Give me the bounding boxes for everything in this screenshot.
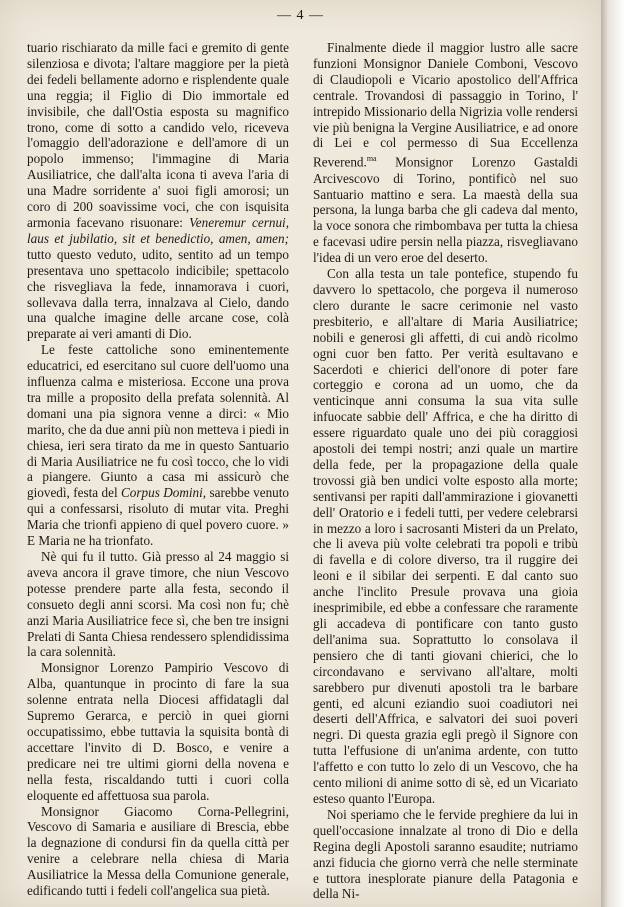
left-paragraph-1	[27, 40, 289, 342]
right-paragraph-1-text-a: Finalmente diede il maggior lustro alle sacre funzioni Monsignor Daniele Comboni, Vescovo di Claudiopoli e Vicario apostolico dell'Affrica centrale. Trovandosi di passaggio in Torino, l' intrepido Missionario della Nigrizia volle rendersi vie più benigna la Vergine Ausiliatrice, e ad onore di Lei e col permesso di Sua Eccellenza Reverend.	[313, 40, 578, 170]
left-paragraph-3: Nè qui fu il tutto. Già presso al 24 maggio si aveva ancora il grave timore, che niun Vescovo potesse prendere parte alla festa, secondo il consueto degli anni scorsi. Ma così non fu; chè anzi Maria Ausiliatrice fece sì, che ben tre insigni Prelati di Santa Chiesa rendessero splendidissima la cara solennità.	[27, 549, 289, 660]
left-column	[27, 40, 289, 899]
left-paragraph-2-text-b: sarebbe venuto qui a confessarsi, risoluto di mutar vita. Preghi Maria che trionfi appieno di quel povero cuore. » E Maria ne ha trionfato.	[27, 485, 290, 549]
page-edge-shadow	[601, 0, 624, 907]
left-paragraph-4: Monsignor Lorenzo Pampirio Vescovo di Alba, quantunque in procinto di fare la sua solenne entrata nella Diocesi affidatagli dal Supremo Gerarca, e perciò in quei giorni occupatissimo, ebbe tuttavia la squisita bontà di accettare l'invito di D. Bosco, e venire a predicare nei tre ultimi giorni della novena e nella festa, riscaldando tutti i cuori colla eloquente ed affettuosa sua parola.	[27, 660, 289, 803]
right-paragraph-1-superscript: ma	[366, 154, 377, 164]
left-paragraph-2-text-a: Le feste cattoliche sono eminentemente educatrici, ed esercitano sul cuore dell'uomo una influenza calma e misteriosa. Eccone una prova tra mille a proposito della prefata solennità. Al domani una pia signora venne a dirci: « Mio marito, che da due anni più non metteva i piedi in chiesa, ieri sera tirato da me in questo Santuario di Maria Ausiliatrice ne fu così tocco, che lo vidi a piangere. Giunto a casa mi assicurò che giovedì, festa del	[27, 342, 289, 501]
right-paragraph-1	[313, 40, 578, 266]
left-paragraph-2	[27, 342, 289, 549]
left-paragraph-5: Monsignor Giacomo Corna-Pellegrini, Vescovo di Samaria e ausiliare di Brescia, ebbe la degnazione di condursi fin da quella città per venire a celebrare nella chiesa di Maria Ausiliatrice la Messa della Comunione generale, edificando tutti i fedeli coll'angelica sua pietà.	[27, 803, 289, 899]
left-paragraph-1-text-a: tuario rischiarato da mille faci e gremito di gente silenziosa e divota; l'altare maggiore per la pietà dei fedeli bellamente adorno e risplendente quale una reggia; il Figlio di Dio immortale ed invisibile, che dall'Ostia esposta su magnifico trono, come di sotto a candido velo, riceveva l'omaggio dell'adorazione e dell'amore di un popolo immenso; l'immagine di Maria Ausiliatrice, che dall'alta icona ti aveva l'aria di una Madre sorridente a' suoi figli amorosi; un coro di 200 soavissime voci, che con isquisita armonia facevano risuonare:	[27, 40, 289, 230]
left-paragraph-2-feast-name: Corpus Domini,	[121, 485, 207, 501]
right-paragraph-3: Noi speriamo che le fervide preghiere da lui in quell'occasione innalzate al trono di Dio e della Regina degli Apostoli saranno esaudite; nutriamo anzi fiducia che giorno verrà che nelle sterminate e tuttora inesplorate pianure della Patagonia e della Ni-	[313, 806, 578, 902]
left-paragraph-1-latin-hymn: Veneremur cernui, laus et jubilatio, sit et benedictio, amen, amen;	[27, 214, 290, 246]
left-paragraph-1-text-b: tutto questo veduto, udito, sentito ad un tempo presentava uno spettacolo indicibile; spettacolo che risvegliava la fede, innamorava i cuori, sollevava dalla terra, innalzava al Cielo, dando una qualche imagine delle arcane cose, colà preparate ai veri amanti di Dio.	[27, 246, 289, 342]
right-paragraph-2: Con alla testa un tale pontefice, stupendo fu davvero lo spettacolo, che porgeva il numeroso clero durante le sacre cerimonie nel vasto presbiterio, e all'altare di Maria Ausiliatrice; nobili e generosi gli affetti, di cui andò ricolmo ogni cuor ben fatto. Per verità esultavano e Sacerdoti e chierici dell'onore di poter fare corteggio e corona ad un uomo, che da venticinque anni consuma la sua vita sulle infuocate sabbie dell' Affrica, e che ha diritto di essere riguardato quale uno dei più coraggiosi apostoli dei tempi nostri; anzi quale un martire della fede, per la propagazione della quale trovossi già ben undici volte esposto alla morte; sentivansi per rapiti dall'ammirazione i giovanetti dell' Oratorio e i fedeli tutti, per vedere celebrarsi in mezzo a loro i sacrosanti Misteri da un Prelato, che li aveva più volte celebrati tra popoli e tribù di favella e di colore diverso, tra il ruggire dei leoni e il sibilar dei serpenti. E dal canto suo anche l'inclito Presule provava una gioia inesprimibile, ed ebbe a confessare che raramente gli accadeva di pontificare con tanto gusto dell'anima sua. Soprattutto lo consolava il pensiero che di tanti giovani chierici, che lo circondavano e servivano all'altare, molti sarebbero pur divenuti apostoli tra le barbare genti, ed alcuni eziandio suoi coadiutori nei deserti dell'Affrica, e salvatori dei suoi poveri negri. Di questa grazia egli pregò il Signore con tutta l'effusione di un'anima ardente, con tutto l'affetto e con tutto lo zelo di un Vescovo, che ha cento milioni di anime sotto di sè, ed un Vicariato esteso quanto l'Europa.	[313, 266, 578, 806]
right-column	[313, 40, 578, 902]
right-paragraph-1-text-b: Monsignor Lorenzo Gastaldi Arcivescovo di Torino, pontificò nel suo Santuario mattino e sera. La maestà della sua persona, la lunga barba che gli cadeva dal mento, la voce sonora che rimbombava per tutta la chiesa e facevasi udire persin nella piazza, risvegliavano l'idea di un vero eroe del deserto.	[313, 154, 578, 266]
page-number: — 4 —	[277, 8, 324, 23]
